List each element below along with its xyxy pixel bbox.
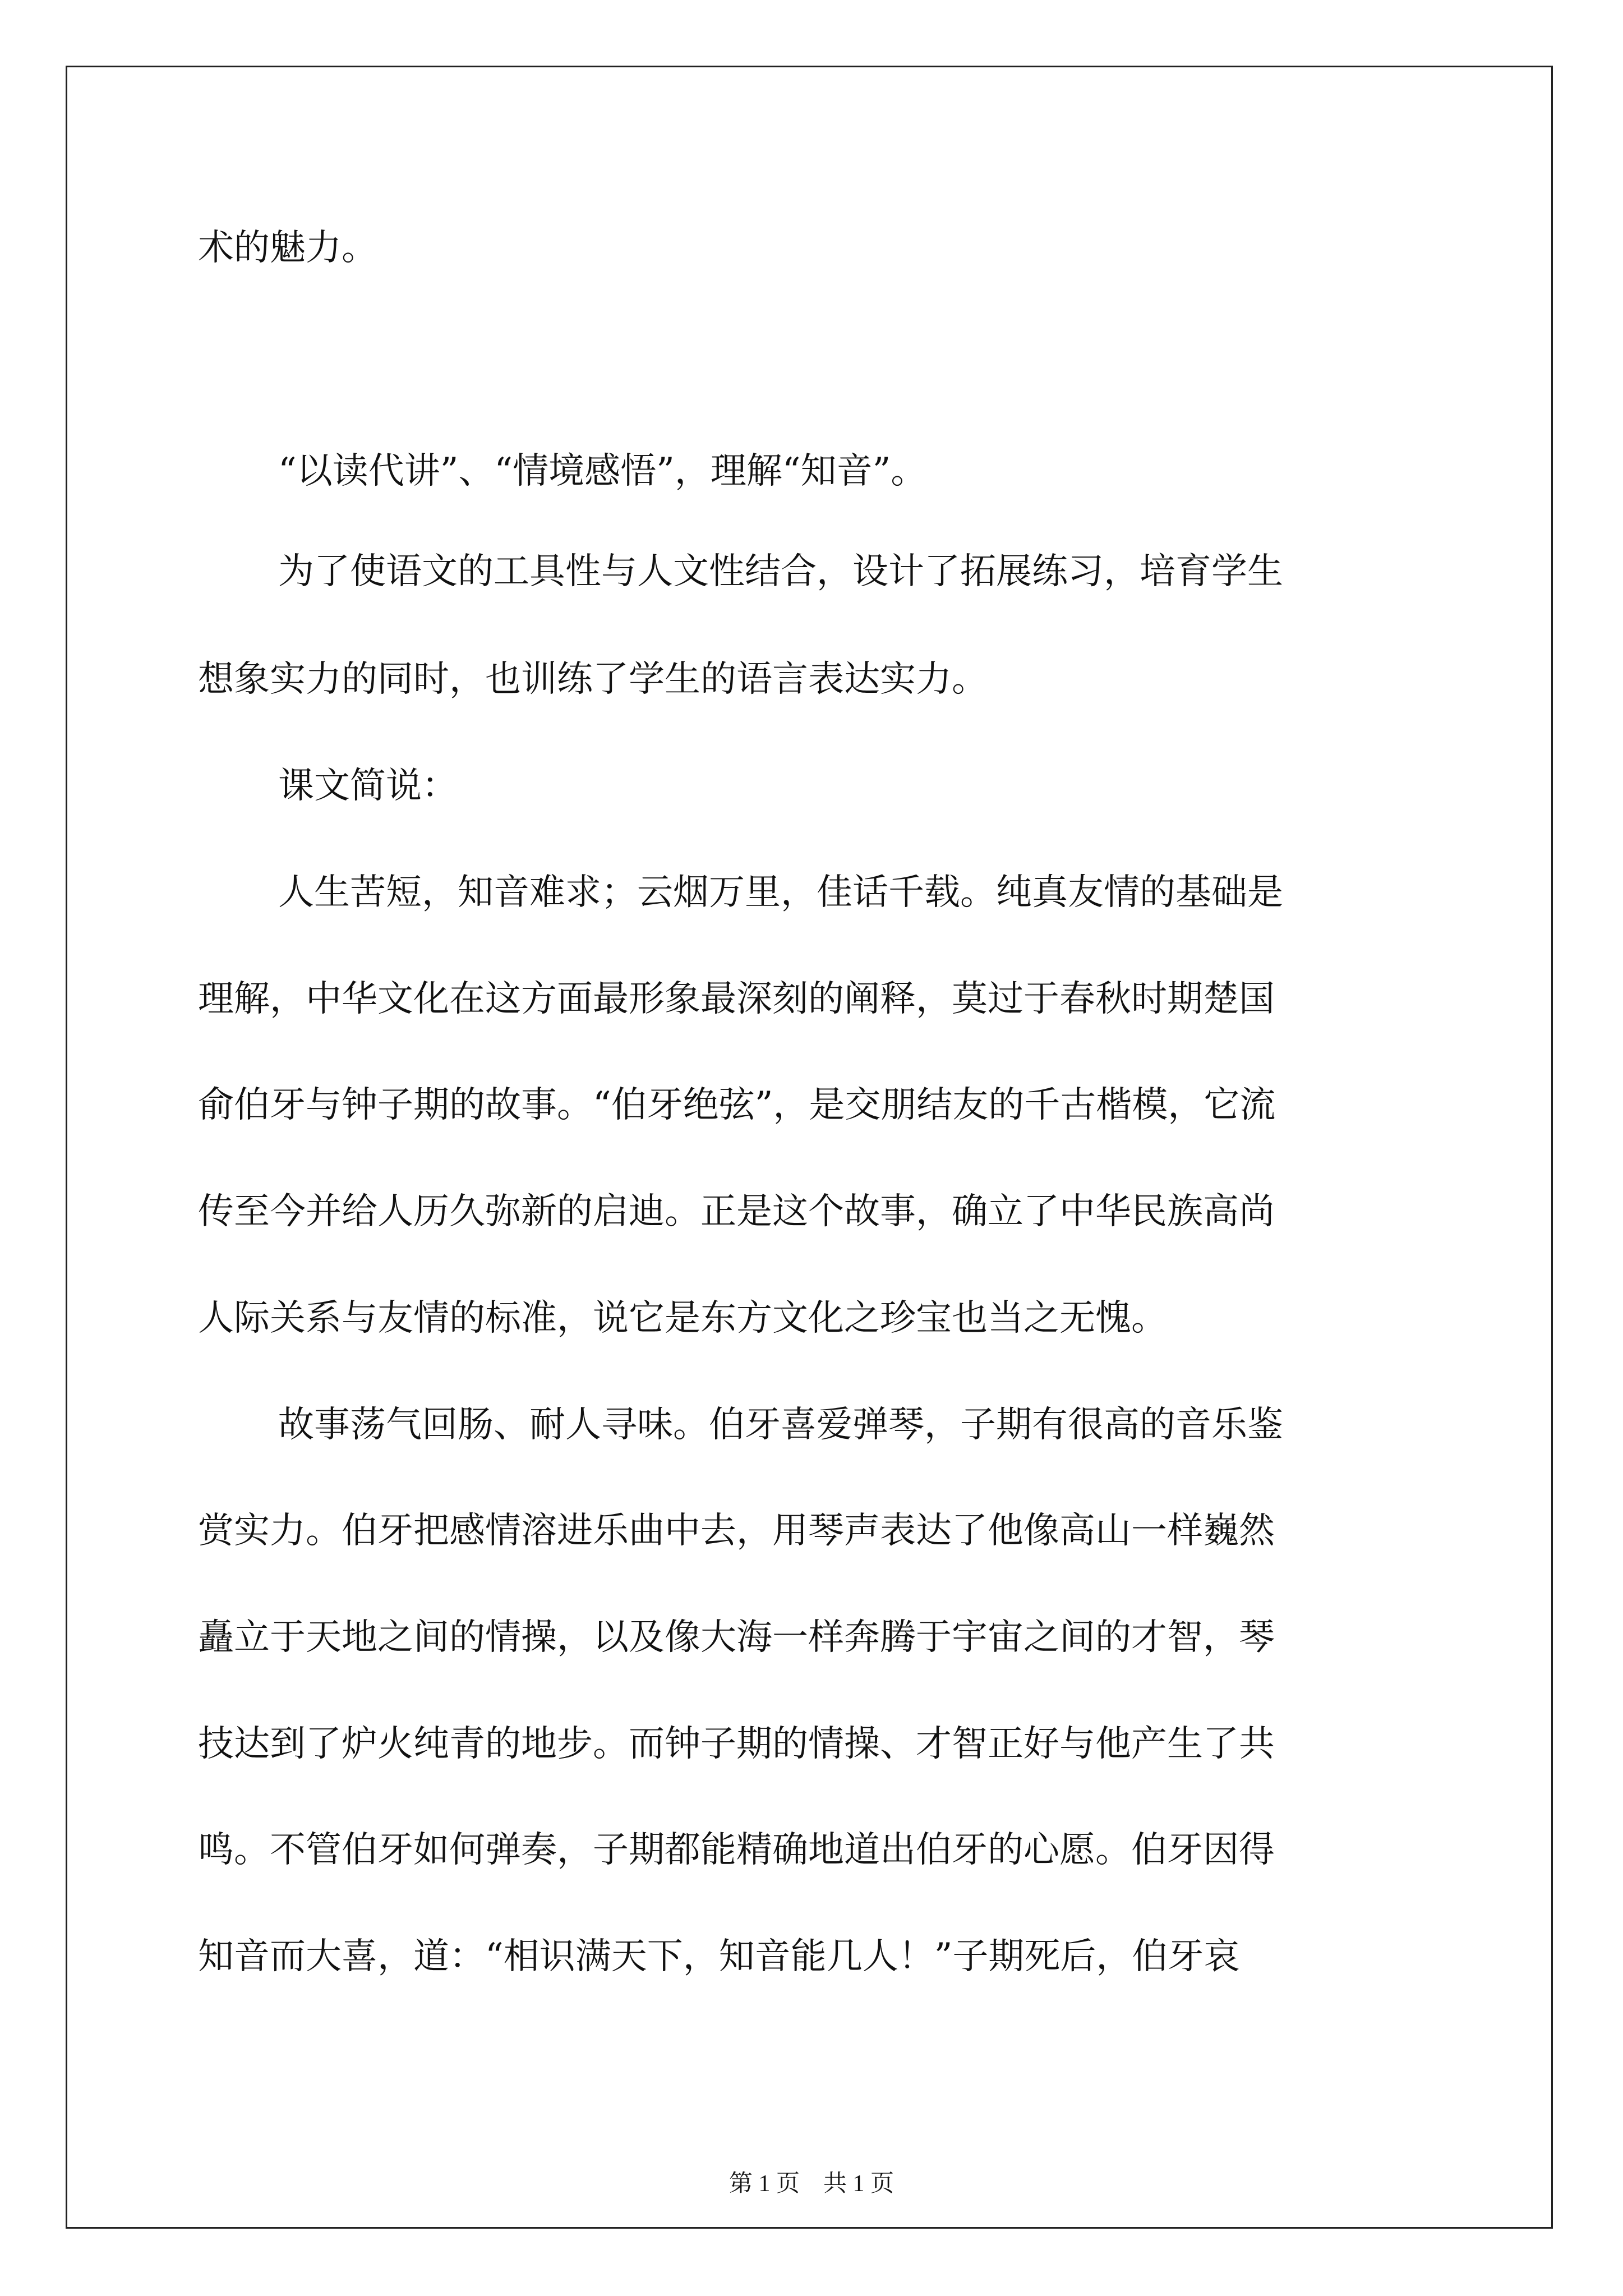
text-line: 人生苦短，知音难求；云烟万里，佳话千载。纯真友情的基础是 (278, 872, 1283, 913)
text-line: 理解，中华文化在这方面最形象最深刻的阐释，莫过于春秋时期楚国 (198, 978, 1275, 1020)
text-line: 为了使语文的工具性与人文性结合，设计了拓展练习，培育学生 (278, 551, 1283, 592)
text-line: 想象实力的同时，也训练了学生的语言表达实力。 (198, 659, 988, 700)
text-line: 矗立于天地之间的情操，以及像大海一样奔腾于宇宙之间的才智，琴 (198, 1617, 1275, 1658)
text-line: 鸣。不管伯牙如何弹奏，子期都能精确地道出伯牙的心愿。伯牙因得 (198, 1829, 1275, 1871)
page-border (66, 66, 1553, 2229)
page-number: 第 1 页 共 1 页 (728, 2171, 894, 2197)
text-line: 赏实力。伯牙把感情溶进乐曲中去，用琴声表达了他像高山一样巍然 (198, 1510, 1275, 1552)
text-line: 课文简说： (278, 765, 458, 807)
text-line: 术的魅力。 (198, 227, 377, 269)
text-line: 俞伯牙与钟子期的故事。“伯牙绝弦”，是交朋结友的千古楷模，它流 (198, 1084, 1276, 1126)
text-line: 人际关系与友情的标准，说它是东方文化之珍宝也当之无愧。 (198, 1297, 1167, 1339)
text-line: 技达到了炉火纯青的地步。而钟子期的情操、才智正好与他产生了共 (198, 1723, 1275, 1765)
text-line: “以读代讲”、“情境感悟”，理解“知音”。 (278, 450, 927, 492)
text-line: 故事荡气回肠、耐人寻味。伯牙喜爱弹琴，子期有很高的音乐鉴 (278, 1404, 1283, 1446)
text-line: 传至今并给人历久弥新的启迪。正是这个故事，确立了中华民族高尚 (198, 1191, 1275, 1232)
text-line: 知音而大喜，道：“相识满天下，知音能几人！”子期死后，伯牙哀 (198, 1936, 1240, 1977)
